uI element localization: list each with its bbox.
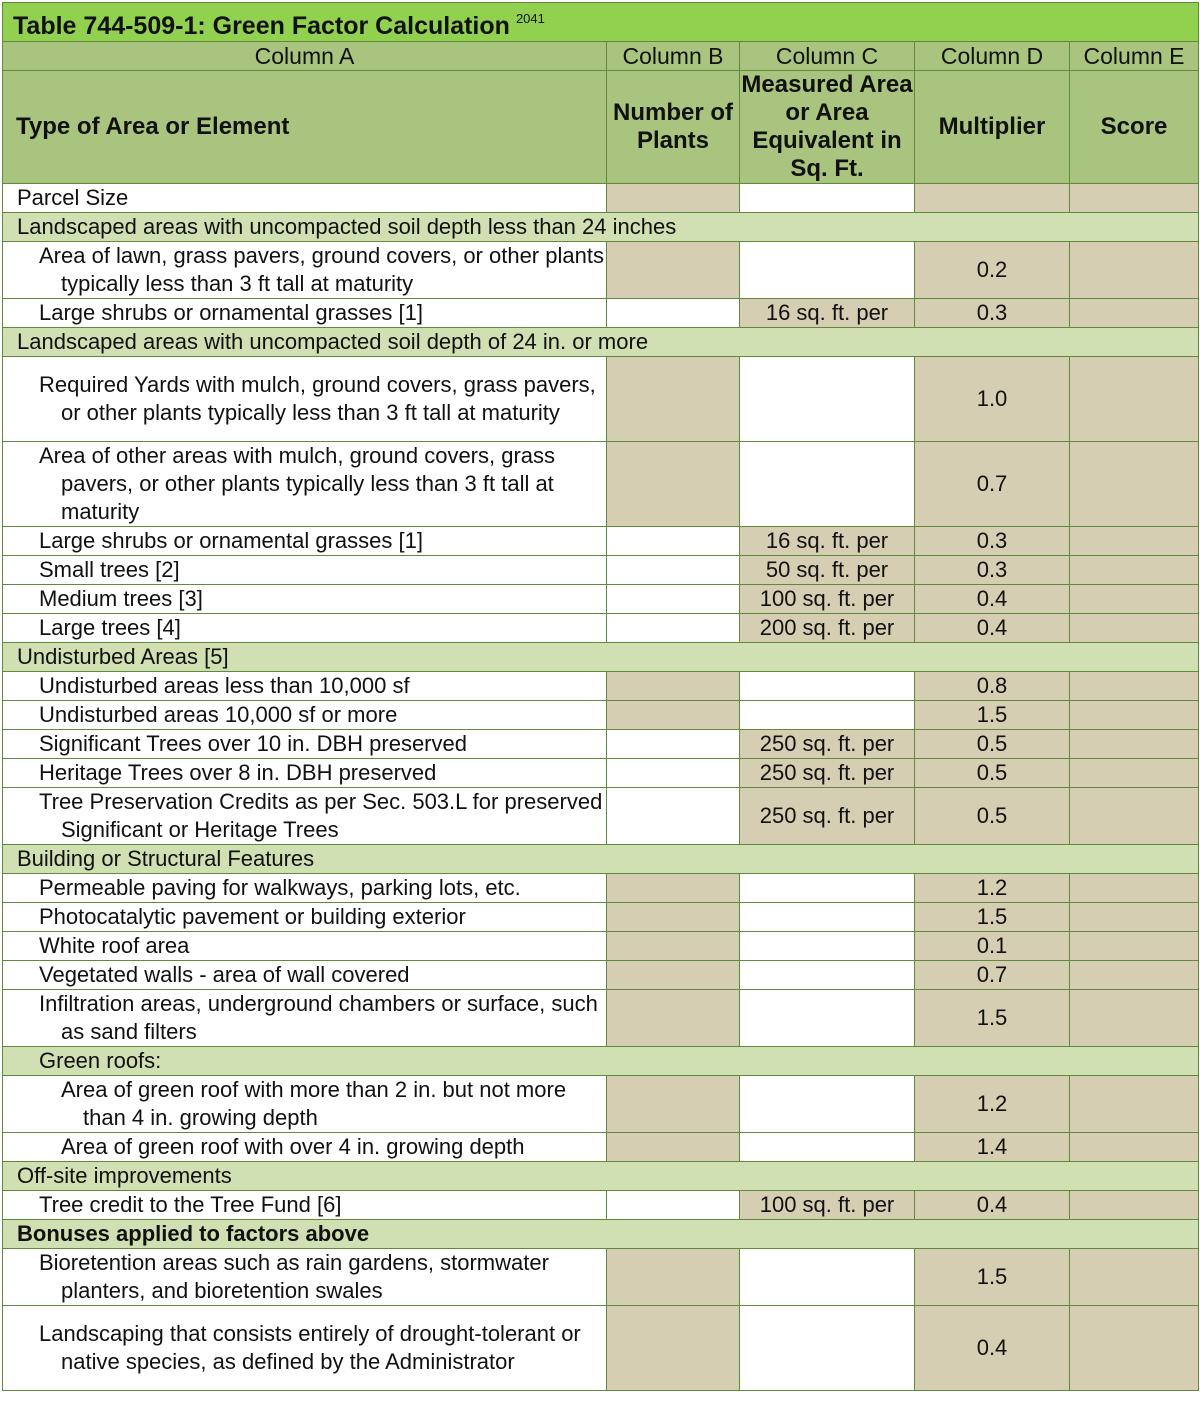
table-row — [3, 1191, 1199, 1220]
score-cell — [1070, 585, 1199, 614]
area-input-cell[interactable] — [740, 1133, 915, 1162]
multiplier-cell: 0.8 — [915, 672, 1070, 701]
area-input-cell[interactable] — [740, 932, 915, 961]
area-input-cell[interactable] — [740, 903, 915, 932]
multiplier-cell: 0.4 — [915, 1191, 1070, 1220]
column-b-header: Column B — [607, 42, 740, 71]
plants-cell — [607, 932, 740, 961]
table-row — [3, 556, 1199, 585]
area-input-cell[interactable] — [740, 1076, 915, 1133]
plants-cell — [607, 1133, 740, 1162]
plants-cell — [607, 874, 740, 903]
table-row — [3, 788, 1199, 845]
area-input-cell[interactable] — [740, 874, 915, 903]
multiplier-cell: 0.5 — [915, 759, 1070, 788]
score-cell — [1070, 874, 1199, 903]
area-equivalent-cell: 16 sq. ft. per — [740, 299, 915, 328]
multiplier-cell: 0.3 — [915, 556, 1070, 585]
multiplier-cell: 1.5 — [915, 990, 1070, 1047]
table-row — [3, 701, 1199, 730]
score-cell — [1070, 556, 1199, 585]
score-cell — [1070, 672, 1199, 701]
green-factor-table — [2, 2, 1199, 1391]
score-cell — [1070, 701, 1199, 730]
score-cell — [1070, 299, 1199, 328]
row-label: Required Yards with mulch, ground covers, grass pavers, or other plants typically less than 3 ft tall at maturity — [3, 357, 607, 442]
plants-input-cell[interactable] — [607, 730, 740, 759]
table-row — [3, 1306, 1199, 1391]
score-cell — [1070, 903, 1199, 932]
section-label: Landscaped areas with uncompacted soil depth less than 24 inches — [3, 213, 1199, 242]
table-row — [3, 961, 1199, 990]
column-c-header: Column C — [740, 42, 915, 71]
area-input-cell[interactable] — [740, 357, 915, 442]
multiplier-cell: 1.2 — [915, 1076, 1070, 1133]
table-row — [3, 614, 1199, 643]
plants-cell — [607, 672, 740, 701]
multiplier-cell: 1.2 — [915, 874, 1070, 903]
table-row — [3, 527, 1199, 556]
score-cell — [1070, 759, 1199, 788]
subsection-row — [3, 1047, 1199, 1076]
plants-cell — [607, 242, 740, 299]
area-input-cell[interactable] — [740, 242, 915, 299]
section-row — [3, 845, 1199, 874]
score-cell — [1070, 788, 1199, 845]
table-row — [3, 1133, 1199, 1162]
multiplier-cell: 0.3 — [915, 527, 1070, 556]
row-label: Undisturbed areas less than 10,000 sf — [3, 672, 607, 701]
row-label: Undisturbed areas 10,000 sf or more — [3, 701, 607, 730]
multiplier-cell: 1.0 — [915, 357, 1070, 442]
plants-cell — [607, 701, 740, 730]
score-cell — [1070, 184, 1199, 213]
area-equivalent-cell: 200 sq. ft. per — [740, 614, 915, 643]
multiplier-cell: 0.4 — [915, 1306, 1070, 1391]
plants-input-cell[interactable] — [607, 556, 740, 585]
score-cell — [1070, 1133, 1199, 1162]
row-label: Tree credit to the Tree Fund [6] — [3, 1191, 607, 1220]
table-row — [3, 932, 1199, 961]
table-row — [3, 903, 1199, 932]
plants-input-cell[interactable] — [607, 299, 740, 328]
table-row — [3, 242, 1199, 299]
row-label: Photocatalytic pavement or building exterior — [3, 903, 607, 932]
area-equivalent-cell: 250 sq. ft. per — [740, 759, 915, 788]
score-cell — [1070, 614, 1199, 643]
table-row — [3, 1249, 1199, 1306]
plants-cell — [607, 961, 740, 990]
multiplier-cell — [915, 184, 1070, 213]
area-equivalent-cell: 100 sq. ft. per — [740, 585, 915, 614]
score-cell — [1070, 961, 1199, 990]
column-e-header: Column E — [1070, 42, 1199, 71]
row-label: White roof area — [3, 932, 607, 961]
row-label: Large shrubs or ornamental grasses [1] — [3, 527, 607, 556]
section-label: Off-site improvements — [3, 1162, 1199, 1191]
score-cell — [1070, 1249, 1199, 1306]
row-label: Landscaping that consists entirely of drought-tolerant or native species, as defined by the Administrator — [3, 1306, 607, 1391]
multiplier-cell: 0.5 — [915, 788, 1070, 845]
row-label: Permeable paving for walkways, parking lots, etc. — [3, 874, 607, 903]
table-row — [3, 442, 1199, 527]
row-label: Large shrubs or ornamental grasses [1] — [3, 299, 607, 328]
row-label: Small trees [2] — [3, 556, 607, 585]
number-of-plants-header: Number of Plants — [607, 71, 740, 184]
score-cell — [1070, 242, 1199, 299]
score-cell — [1070, 357, 1199, 442]
multiplier-cell: 1.4 — [915, 1133, 1070, 1162]
row-label: Area of green roof with over 4 in. growing depth — [3, 1133, 607, 1162]
column-d-header: Column D — [915, 42, 1070, 71]
table-title — [3, 3, 1199, 42]
area-input-cell[interactable] — [740, 1249, 915, 1306]
score-cell — [1070, 1076, 1199, 1133]
plants-cell — [607, 1249, 740, 1306]
table-row — [3, 672, 1199, 701]
multiplier-cell: 0.4 — [915, 585, 1070, 614]
section-row — [3, 1162, 1199, 1191]
table-row — [3, 759, 1199, 788]
measured-area-header: Measured Area or Area Equivalent in Sq. Ft. — [741, 71, 913, 182]
subsection-label: Green roofs: — [3, 1047, 1199, 1076]
multiplier-cell: 0.7 — [915, 961, 1070, 990]
section-row — [3, 643, 1199, 672]
table-row — [3, 1076, 1199, 1133]
plants-input-cell[interactable] — [607, 759, 740, 788]
score-cell — [1070, 527, 1199, 556]
multiplier-cell: 0.4 — [915, 614, 1070, 643]
area-input-cell[interactable] — [740, 184, 915, 213]
row-label: Area of lawn, grass pavers, ground covers, or other plants typically less than 3 ft tall at maturity — [3, 242, 607, 299]
score-header: Score — [1070, 71, 1199, 184]
multiplier-cell: 0.1 — [915, 932, 1070, 961]
row-label: Area of green roof with more than 2 in. but not more than 4 in. growing depth — [3, 1076, 607, 1133]
row-label: Bioretention areas such as rain gardens, stormwater planters, and bioretention swales — [3, 1249, 607, 1306]
title-footnote: 2041 — [515, 10, 545, 26]
plants-cell — [607, 442, 740, 527]
row-label: Infiltration areas, underground chambers or surface, such as sand filters — [3, 990, 607, 1047]
table-row — [3, 874, 1199, 903]
row-label: Medium trees [3] — [3, 585, 607, 614]
column-letter-row — [3, 42, 1199, 71]
row-label: Tree Preservation Credits as per Sec. 503.L for preserved Significant or Heritage Trees — [3, 788, 607, 845]
table-row — [3, 299, 1199, 328]
table-row — [3, 357, 1199, 442]
section-row — [3, 328, 1199, 357]
score-cell — [1070, 932, 1199, 961]
type-of-area-header: Type of Area or Element — [3, 71, 607, 184]
score-cell — [1070, 442, 1199, 527]
plants-cell — [607, 1076, 740, 1133]
area-input-cell[interactable] — [740, 1306, 915, 1391]
area-equivalent-cell: 50 sq. ft. per — [740, 556, 915, 585]
area-equivalent-cell: 250 sq. ft. per — [740, 788, 915, 845]
section-label: Bonuses applied to factors above — [3, 1220, 1199, 1249]
multiplier-cell: 0.7 — [915, 442, 1070, 527]
plants-input-cell[interactable] — [607, 527, 740, 556]
area-input-cell[interactable] — [740, 672, 915, 701]
area-equivalent-cell: 16 sq. ft. per — [740, 527, 915, 556]
table-row — [3, 990, 1199, 1047]
row-label: Large trees [4] — [3, 614, 607, 643]
plants-cell — [607, 990, 740, 1047]
score-cell — [1070, 730, 1199, 759]
multiplier-header: Multiplier — [915, 71, 1070, 184]
score-cell — [1070, 990, 1199, 1047]
score-cell — [1070, 1306, 1199, 1391]
row-label: Heritage Trees over 8 in. DBH preserved — [3, 759, 607, 788]
parcel-size-label: Parcel Size — [3, 184, 607, 213]
multiplier-cell: 0.3 — [915, 299, 1070, 328]
multiplier-cell: 0.2 — [915, 242, 1070, 299]
plants-input-cell[interactable] — [607, 585, 740, 614]
area-input-cell[interactable] — [740, 990, 915, 1047]
multiplier-cell: 0.5 — [915, 730, 1070, 759]
plants-cell — [607, 184, 740, 213]
score-cell — [1070, 1191, 1199, 1220]
plants-cell — [607, 903, 740, 932]
area-input-cell[interactable] — [740, 961, 915, 990]
section-row — [3, 1220, 1199, 1249]
section-label: Landscaped areas with uncompacted soil depth of 24 in. or more — [3, 328, 1199, 357]
area-input-cell[interactable] — [740, 701, 915, 730]
table-row — [3, 585, 1199, 614]
column-description-row — [3, 71, 1199, 184]
section-label: Undisturbed Areas [5] — [3, 643, 1199, 672]
multiplier-cell: 1.5 — [915, 1249, 1070, 1306]
section-row — [3, 213, 1199, 242]
area-equivalent-cell: 100 sq. ft. per — [740, 1191, 915, 1220]
row-label: Significant Trees over 10 in. DBH preserved — [3, 730, 607, 759]
title-text: Table 744-509-1: Green Factor Calculation — [13, 11, 510, 40]
multiplier-cell: 1.5 — [915, 701, 1070, 730]
plants-input-cell[interactable] — [607, 614, 740, 643]
section-label: Building or Structural Features — [3, 845, 1199, 874]
plants-cell — [607, 357, 740, 442]
parcel-size-row — [3, 184, 1199, 213]
table-row — [3, 730, 1199, 759]
multiplier-cell: 1.5 — [915, 903, 1070, 932]
plants-input-cell[interactable] — [607, 788, 740, 845]
plants-cell — [607, 1306, 740, 1391]
column-a-header: Column A — [3, 42, 607, 71]
row-label: Vegetated walls - area of wall covered — [3, 961, 607, 990]
area-input-cell[interactable] — [740, 442, 915, 527]
plants-input-cell[interactable] — [607, 1191, 740, 1220]
row-label: Area of other areas with mulch, ground covers, grass pavers, or other plants typically less than 3 ft tall at maturity — [3, 442, 607, 527]
area-equivalent-cell: 250 sq. ft. per — [740, 730, 915, 759]
